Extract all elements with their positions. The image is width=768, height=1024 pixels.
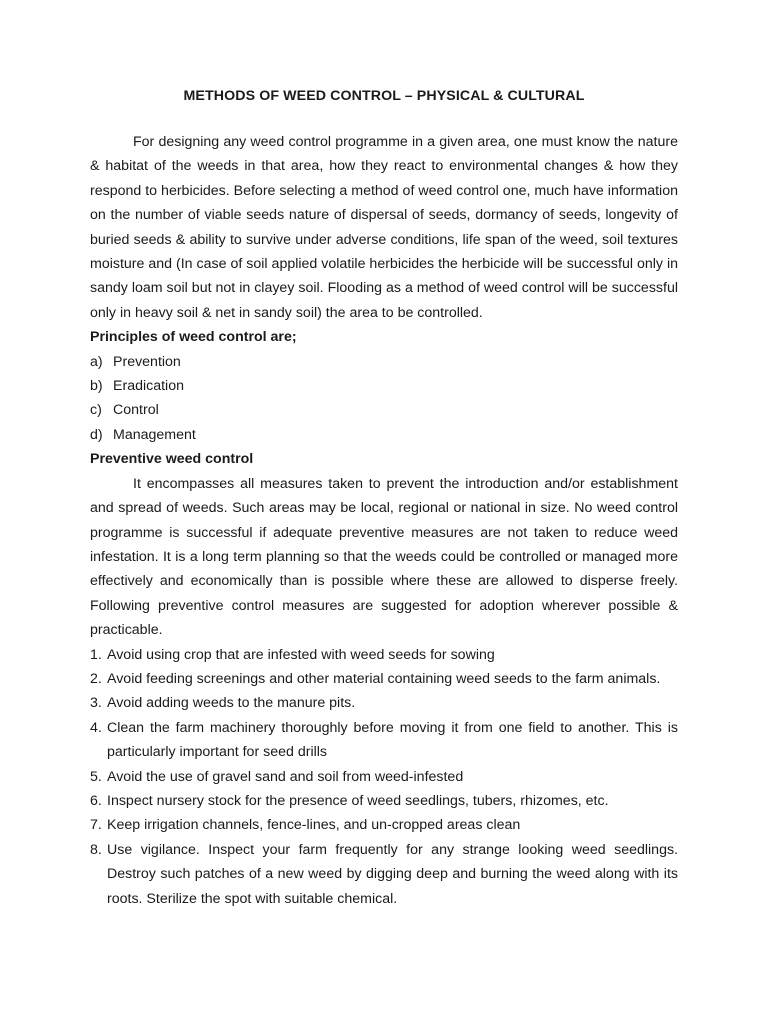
list-item [90, 398, 678, 422]
list-item [90, 789, 678, 813]
document-page [90, 86, 678, 911]
list-item-text: Avoid feeding screenings and other material containing weed seeds to the farm animals. [107, 670, 661, 687]
list-item-text: Prevention [113, 353, 181, 370]
list-marker: d) [90, 426, 103, 443]
list-item-text: Avoid the use of gravel sand and soil from weed-infested [107, 768, 464, 785]
list-item-text: Use vigilance. Inspect your farm frequently for any strange looking weed seedlings. Destroy such patches of a new weed by digging deep and burning the weed along with its roots. Sterilize the spot with suitable chemical. [107, 841, 678, 907]
list-item [90, 374, 678, 398]
list-item [90, 765, 678, 789]
document-title: METHODS OF WEED CONTROL – PHYSICAL & CULTURAL [183, 88, 585, 104]
list-item-text: Management [113, 426, 196, 443]
list-item-text: Inspect nursery stock for the presence of weed seedlings, tubers, rhizomes, etc. [107, 792, 609, 809]
list-item [90, 838, 678, 911]
list-marker: c) [90, 402, 102, 419]
list-item-text: Avoid using crop that are infested with weed seeds for sowing [107, 646, 495, 663]
list-marker: 3. [90, 695, 102, 712]
list-marker: 2. [90, 670, 102, 687]
list-item [90, 350, 678, 374]
list-item-text: Control [113, 402, 159, 419]
list-item-text: Clean the farm machinery thoroughly before moving it from one field to another. This is particularly important for seed drills [107, 719, 678, 761]
list-marker: a) [90, 353, 103, 370]
principles-list [90, 350, 678, 448]
preventive-paragraph: It encompasses all measures taken to prevent the introduction and/or establishment and spread of weeds. Such areas may be local, regional or national in size. No weed control programme is successful if adequate preventive measures are not taken to reduce weed infestation. It is a long term planning so that the weeds could be controlled or managed more effectively and economically than is possible where these are allowed to disperse freely. Following preventive control measures are suggested for adoption wherever possible & practicable. [90, 475, 678, 639]
principles-heading: Principles of weed control are; [90, 329, 297, 346]
list-item [90, 643, 678, 667]
list-item-text: Keep irrigation channels, fence-lines, and un-cropped areas clean [107, 817, 521, 834]
measures-list [90, 643, 678, 911]
list-marker: 5. [90, 768, 102, 785]
list-item-text: Eradication [113, 378, 184, 395]
list-item [90, 691, 678, 715]
list-marker: 4. [90, 719, 102, 736]
list-marker: 1. [90, 646, 102, 663]
list-item-text: Avoid adding weeds to the manure pits. [107, 695, 356, 712]
list-marker: b) [90, 378, 103, 395]
list-item [90, 813, 678, 837]
list-item [90, 667, 678, 691]
list-marker: 6. [90, 792, 102, 809]
intro-paragraph: For designing any weed control programme in a given area, one must know the nature & habitat of the weeds in that area, how they react to environmental changes & how they respond to herbicides. Before selecting a method of weed control one, much have information on the number of viable seeds nature of dispersal of seeds, dormancy of seeds, longevity of buried seeds & ability to survive under adverse conditions, life span of the weed, soil textures moisture and (In case of soil applied volatile herbicides the herbicide will be successful only in sandy loam soil but not in clayey soil. Flooding as a method of weed control will be successful only in heavy soil & net in sandy soil) the area to be controlled. [90, 134, 678, 321]
list-item [90, 716, 678, 765]
preventive-heading: Preventive weed control [90, 451, 254, 468]
list-marker: 8. [90, 841, 102, 858]
list-marker: 7. [90, 817, 102, 834]
list-item [90, 423, 678, 447]
